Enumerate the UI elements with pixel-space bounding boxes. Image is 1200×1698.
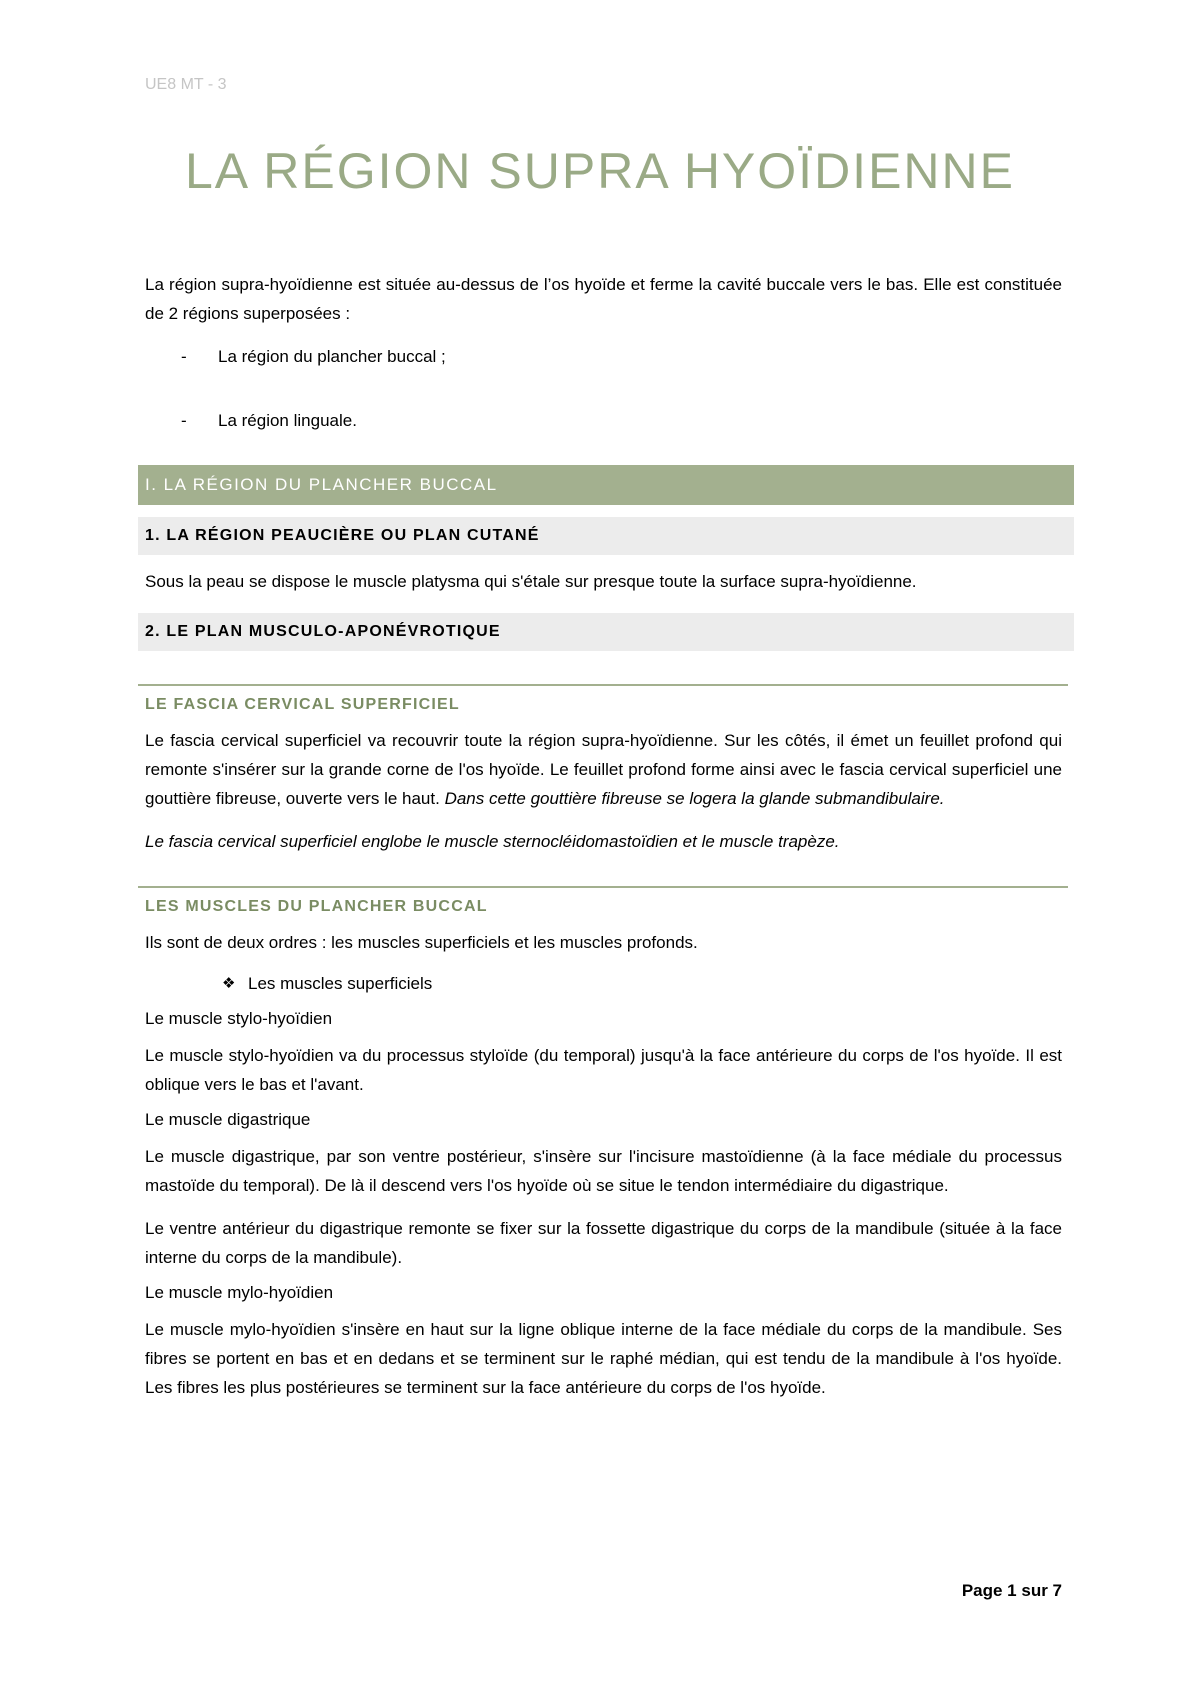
- subsection-heading-musculo-aponevrotique: 2. LE PLAN MUSCULO-APONÉVROTIQUE: [138, 613, 1074, 651]
- paragraph-fascia-italic: Le fascia cervical superficiel englobe le muscle sternocléidomastoïdien et le muscle trapèze.: [145, 832, 840, 851]
- heading-fascia-cervical: LE FASCIA CERVICAL SUPERFICIEL: [138, 684, 1068, 718]
- paragraph-fascia: Le fascia cervical superficiel va recouvrir toute la région supra-hyoïdienne. Sur les côtés, il émet un feuillet profond qui remonte s'insérer sur la grande corne de l'os hyoïde. Le feuillet profond forme ainsi avec le fascia cervical superficiel une gouttière fibreuse, ouverte vers le haut. Dans cette gouttière fibreuse se logera la glande submandibulaire.: [145, 731, 1062, 808]
- paragraph-digastrique-2: Le ventre antérieur du digastrique remonte se fixer sur la fossette digastrique du corps de la mandibule (située à la face interne du corps de la mandibule).: [145, 1219, 1062, 1267]
- paragraph-muscles-intro: Ils sont de deux ordres : les muscles superficiels et les muscles profonds.: [145, 933, 698, 952]
- heading-muscles-plancher: LES MUSCLES DU PLANCHER BUCCAL: [138, 886, 1068, 920]
- document-body: [145, 270, 1062, 1402]
- intro-paragraph: La région supra-hyoïdienne est située au-dessus de l’os hyoïde et ferme la cavité buccale vers le bas. Elle est constituée de 2 régions superposées :: [145, 275, 1062, 323]
- paragraph-mylo-hyoidien: Le muscle mylo-hyoïdien s'insère en haut sur la ligne oblique interne de la face médiale du corps de la mandibule. Ses fibres se portent en bas et en dedans et se terminent sur le raphé médian, qui est tendu de la mandibule à l'os hyoïde. Les fibres les plus postérieures se terminent sur la face antérieure du corps de l'os hyoïde.: [145, 1320, 1062, 1397]
- diamond-bullet-icon: ❖: [222, 975, 236, 992]
- subsection-heading-peauciere: 1. LA RÉGION PEAUCIÈRE OU PLAN CUTANÉ: [138, 517, 1074, 555]
- paragraph-platysma: Sous la peau se dispose le muscle platysma qui s'étale sur presque toute la surface supra-hyoïdienne.: [145, 572, 917, 591]
- document-title: LA RÉGION SUPRA HYOÏDIENNE: [185, 143, 1015, 199]
- header-tag: UE8 MT - 3: [145, 76, 227, 93]
- list-item: - La région linguale.: [181, 411, 357, 430]
- paragraph-stylo-hyoidien: Le muscle stylo-hyoïdien va du processus styloïde (du temporal) jusqu'à la face antérieure du corps de l'os hyoïde. Il est oblique vers le bas et l'avant.: [145, 1046, 1062, 1094]
- list-item: - La région du plancher buccal ;: [181, 347, 446, 366]
- title-digastrique: Le muscle digastrique: [145, 1110, 311, 1129]
- intro-list: [145, 342, 1062, 435]
- title-mylo-hyoidien: Le muscle mylo-hyoïdien: [145, 1283, 334, 1302]
- bullet-muscles-superficiels: ❖ Les muscles superficiels: [145, 969, 1062, 998]
- page-number: Page 1 sur 7: [961, 1581, 1062, 1600]
- paragraph-digastrique-1: Le muscle digastrique, par son ventre postérieur, s'insère sur l'incisure mastoïdienne (à la face médiale du processus mastoïde du temporal). De là il descend vers l'os hyoïde où se situe le tendon intermédiaire du digastrique.: [145, 1147, 1062, 1195]
- section-heading-plancher-buccal: I. LA RÉGION DU PLANCHER BUCCAL: [138, 465, 1074, 505]
- title-stylo-hyoidien: Le muscle stylo-hyoïdien: [145, 1009, 333, 1028]
